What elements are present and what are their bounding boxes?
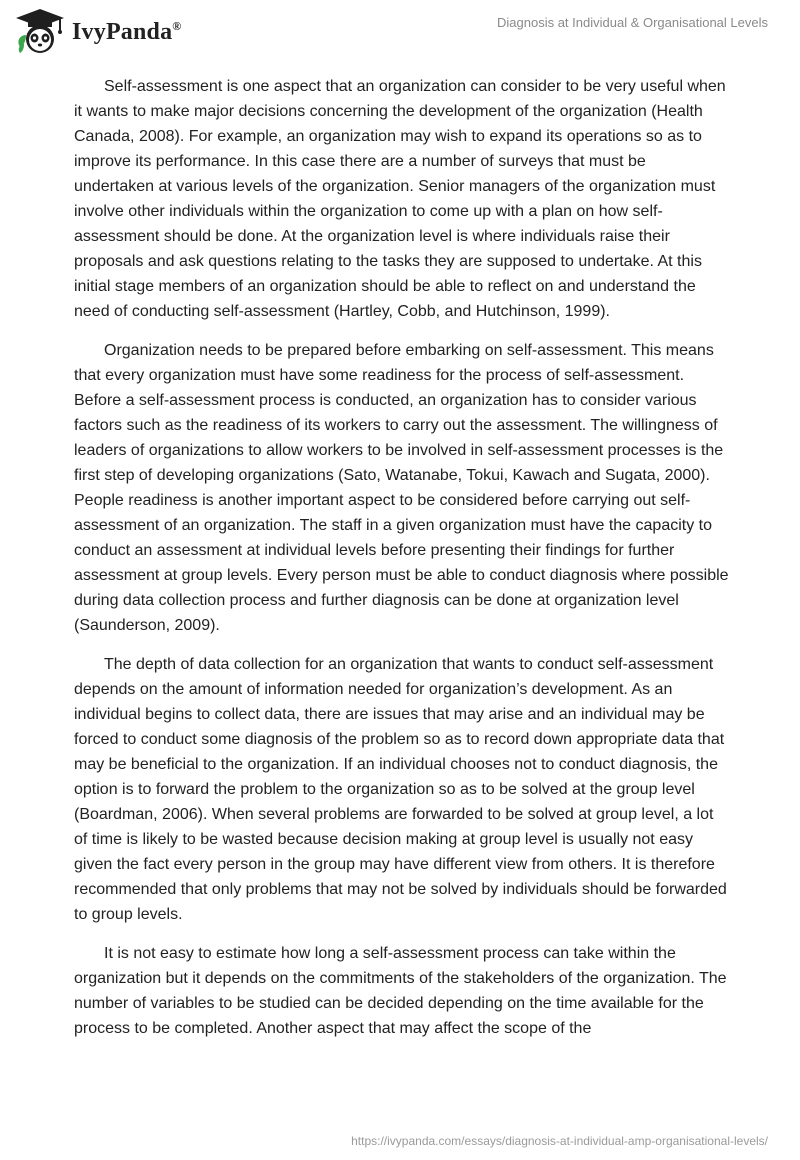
brand-name: IvyPanda® (72, 18, 182, 45)
document-title: Diagnosis at Individual & Organisational Levels (497, 15, 768, 30)
paragraph: Organization needs to be prepared before embarking on self-assessment. This means that every organization must have some readiness for the process of self-assessment. Before a self-assessment process is conducted, an organization has to consider various factors such as the readiness of its workers to carry out the assessment. The willingness of leaders of organizations to allow workers to be involved in self-assessment processes is the first step of developing organizations (Sato, Watanabe, Tokui, Kawach and Sugata, 2000). People readiness is another important aspect to be considered before carrying out self-assessment of an organization. The staff in a given organization must have the capacity to conduct an assessment at individual levels before presenting their findings for further assessment at group levels. Every person must be able to conduct diagnosis where possible during data collection process and further diagnosis can be done at organization level (Saunderson, 2009). (74, 342, 729, 634)
page-header (0, 0, 800, 62)
registered-mark: ® (172, 18, 182, 33)
source-url[interactable]: https://ivypanda.com/essays/diagnosis-at-individual-amp-organisational-levels/ (351, 1134, 768, 1148)
essay-body (74, 74, 729, 1055)
paragraph: It is not easy to estimate how long a self-assessment process can take within the organization but it depends on the commitments of the stakeholders of the organization. The number of variables to be studied can be decided depending on the time available for the process to be completed. Another aspect that may affect the scope of the (74, 945, 727, 1037)
paragraph: Self-assessment is one aspect that an organization can consider to be very useful when it wants to make major decisions concerning the development of the organization (Health Canada, 2008). For example, an organization may wish to expand its operations so as to improve its performance. In this case there are a number of surveys that must be undertaken at various levels of the organization. Senior managers of the organization must involve other individuals within the organization to come up with a plan on how self-assessment should be done. At the organization level is where individuals raise their proposals and ask questions relating to the tasks they are supposed to undertake. At this initial stage members of an organization should be able to reflect on and understand the need of conducting self-assessment (Hartley, Cobb, and Hutchinson, 1999). (74, 78, 726, 320)
ivypanda-logo[interactable] (14, 6, 181, 58)
panda-graduate-icon (14, 7, 66, 57)
paragraph: The depth of data collection for an organization that wants to conduct self-assessment depends on the amount of information needed for organization’s development. As an individual begins to collect data, there are issues that may arise and an individual may be forced to conduct some diagnosis of the problem so as to record down appropriate data that may be beneficial to the organization. If an individual chooses not to conduct diagnosis, the option is to forward the problem to the organization so as to be solved at the group level (Boardman, 2006). When several problems are forwarded to be solved at group level, a lot of time is likely to be wasted because decision making at group level is usually not easy given the fact every person in the group may have different view from others. It is therefore recommended that only problems that may not be solved by individuals should be forwarded to group levels. (74, 656, 727, 923)
